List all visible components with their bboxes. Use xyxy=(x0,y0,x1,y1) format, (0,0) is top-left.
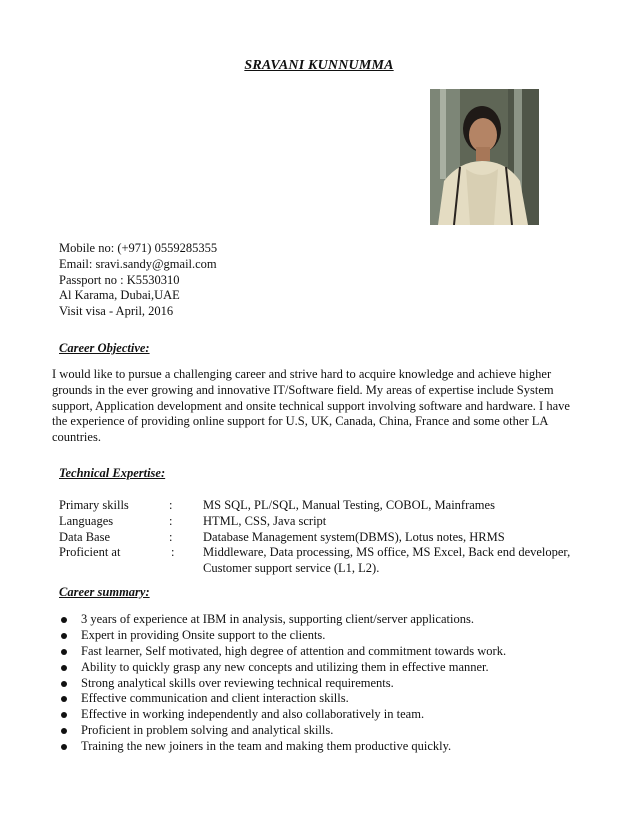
skill-colon: : xyxy=(169,513,173,528)
contact-block xyxy=(59,241,217,320)
summary-text: Proficient in problem solving and analytical skills. xyxy=(81,723,334,738)
skill-label: Proficient at xyxy=(59,545,121,560)
skill-colon: : xyxy=(169,529,173,544)
career-objective-heading: Career Objective: xyxy=(59,341,150,355)
summary-text: Strong analytical skills over reviewing technical requirements. xyxy=(81,675,394,690)
summary-text: Fast learner, Self motivated, high degree of attention and commitment towards work. xyxy=(81,643,507,658)
mobile-number: Mobile no: (+971) 0559285355 xyxy=(59,241,218,255)
list-item xyxy=(59,676,506,692)
skill-row-proficient xyxy=(59,545,599,561)
skill-colon: : xyxy=(169,498,173,512)
address: Al Karama, Dubai,UAE xyxy=(59,288,180,303)
profile-photo xyxy=(430,89,539,225)
skill-value: HTML, CSS, Java script xyxy=(203,513,327,528)
skill-value: Database Management system(DBMS), Lotus notes, HRMS xyxy=(203,529,505,544)
summary-text: Effective communication and client interaction skills. xyxy=(81,691,349,706)
bullet-icon xyxy=(61,649,67,655)
skill-colon: : xyxy=(171,545,175,560)
list-item xyxy=(59,628,506,644)
bullet-icon xyxy=(61,728,67,734)
skill-label: Languages xyxy=(59,513,114,528)
bullet-icon xyxy=(61,681,67,687)
technical-expertise-table xyxy=(59,498,599,577)
summary-text: Training the new joiners in the team and making them productive quickly. xyxy=(81,739,452,754)
summary-text: Ability to quickly grasp any new concepts and utilizing them in effective manner. xyxy=(81,659,489,674)
summary-text: Effective in working independently and also collaboratively in team. xyxy=(81,707,425,722)
bullet-icon xyxy=(61,665,67,671)
list-item xyxy=(59,723,506,739)
bullet-icon xyxy=(61,617,67,623)
skill-label: Data Base xyxy=(59,529,111,544)
list-item xyxy=(59,691,506,707)
bullet-icon xyxy=(61,712,67,718)
bullet-icon xyxy=(61,633,67,639)
skill-row-primary xyxy=(59,498,599,514)
skill-row-proficient-continued xyxy=(59,561,599,577)
list-item xyxy=(59,644,506,660)
email-address: Email: sravi.sandy@gmail.com xyxy=(59,256,217,271)
skill-value: Customer support service (L1, L2). xyxy=(203,561,380,576)
skill-value: MS SQL, PL/SQL, Manual Testing, COBOL, Mainframes xyxy=(203,498,495,512)
person-photo-icon xyxy=(430,89,539,225)
skill-row-database xyxy=(59,530,599,546)
list-item xyxy=(59,707,506,723)
list-item xyxy=(59,739,506,755)
list-item xyxy=(59,660,506,676)
visa-status: Visit visa - April, 2016 xyxy=(59,304,174,319)
bullet-icon xyxy=(61,744,67,750)
resume-name: SRAVANI KUNNUMMA xyxy=(244,58,394,73)
skill-row-languages xyxy=(59,514,599,530)
summary-text: Expert in providing Onsite support to the clients. xyxy=(81,627,326,642)
career-summary-list xyxy=(59,612,506,755)
career-objective-text: I would like to pursue a challenging career and strive hard to acquire knowledge and achieve higher grounds in the ever growing and innovative IT/Software field. My areas of expertise include System support, Application development and onsite technical support involving software and hardware. I have the experience of providing online support for U.S, UK, Canada, China, France and some other LA countries. xyxy=(52,367,570,445)
summary-text: 3 years of experience at IBM in analysis, supporting client/server applications. xyxy=(81,612,474,626)
bullet-icon xyxy=(61,696,67,702)
skill-label: Primary skills xyxy=(59,498,129,512)
skill-value: Middleware, Data processing, MS office, MS Excel, Back end developer, xyxy=(203,545,571,560)
career-summary-heading: Career summary: xyxy=(59,585,150,599)
technical-expertise-heading: Technical Expertise: xyxy=(59,466,166,480)
list-item xyxy=(59,612,506,628)
passport-number: Passport no : K5530310 xyxy=(59,272,180,287)
